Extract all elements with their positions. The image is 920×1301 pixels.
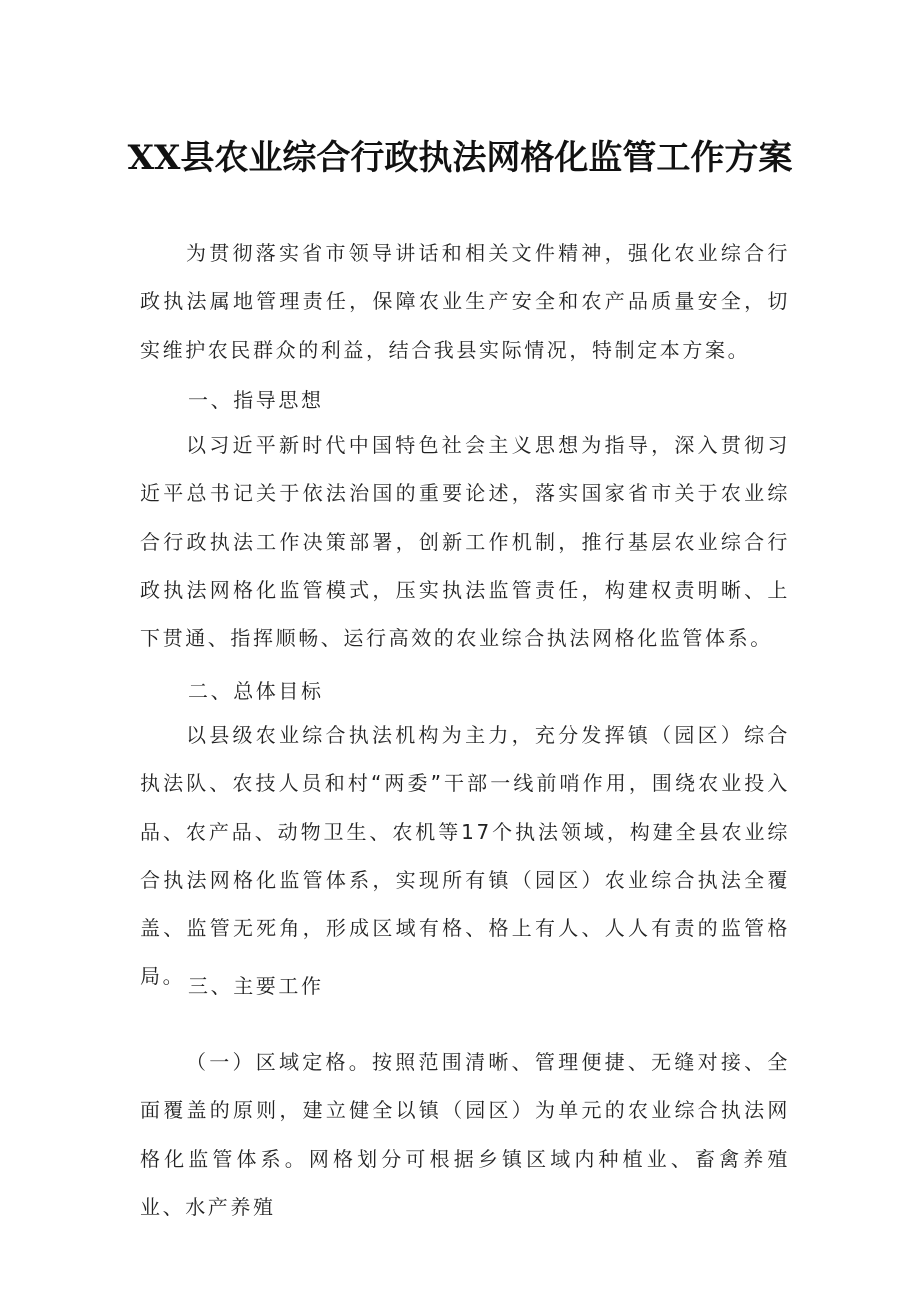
intro-paragraph-block (140, 229, 790, 374)
subsection1-paragraph: （一）区域定格。按照范围清晰、管理便捷、无缝对接、全面覆盖的原则，建立健全以镇（园区）为单元的农业综合执法网格化监管体系。网格划分可根据乡镇区域内种植业、畜禽养殖业、水产养殖 (140, 1050, 790, 1219)
document-title: XX县农业综合行政执法网格化监管工作方案 (127, 138, 793, 178)
subsection1-paragraph-block (140, 1038, 790, 1231)
section-heading-guiding-ideology: 一、指导思想 (188, 388, 324, 412)
section1-paragraph-block (140, 421, 790, 662)
section-heading-main-work: 三、主要工作 (188, 974, 324, 998)
section2-paragraph-block (140, 711, 790, 1001)
intro-paragraph: 为贯彻落实省市领导讲话和相关文件精神，强化农业综合行政执法属地管理责任，保障农业生产安全和农产品质量安全，切实维护农民群众的利益，结合我县实际情况，特制定本方案。 (140, 241, 790, 362)
section-heading-overall-goal: 二、总体目标 (188, 679, 324, 703)
section1-paragraph: 以习近平新时代中国特色社会主义思想为指导，深入贯彻习近平总书记关于依法治国的重要论述，落实国家省市关于农业综合行政执法工作决策部署，创新工作机制，推行基层农业综合行政执法网格化监管模式，压实执法监管责任，构建权责明晰、上下贯通、指挥顺畅、运行高效的农业综合执法网格化监管体系。 (140, 433, 790, 651)
section2-paragraph: 以县级农业综合执法机构为主力，充分发挥镇（园区）综合执法队、农技人员和村“两委”干部一线前哨作用，围绕农业投入品、农产品、动物卫生、农机等17个执法领域，构建全县农业综合执法网格化监管体系，实现所有镇（园区）农业综合执法全覆盖、监管无死角，形成区域有格、格上有人、人人有责的监管格局。 (140, 723, 790, 989)
